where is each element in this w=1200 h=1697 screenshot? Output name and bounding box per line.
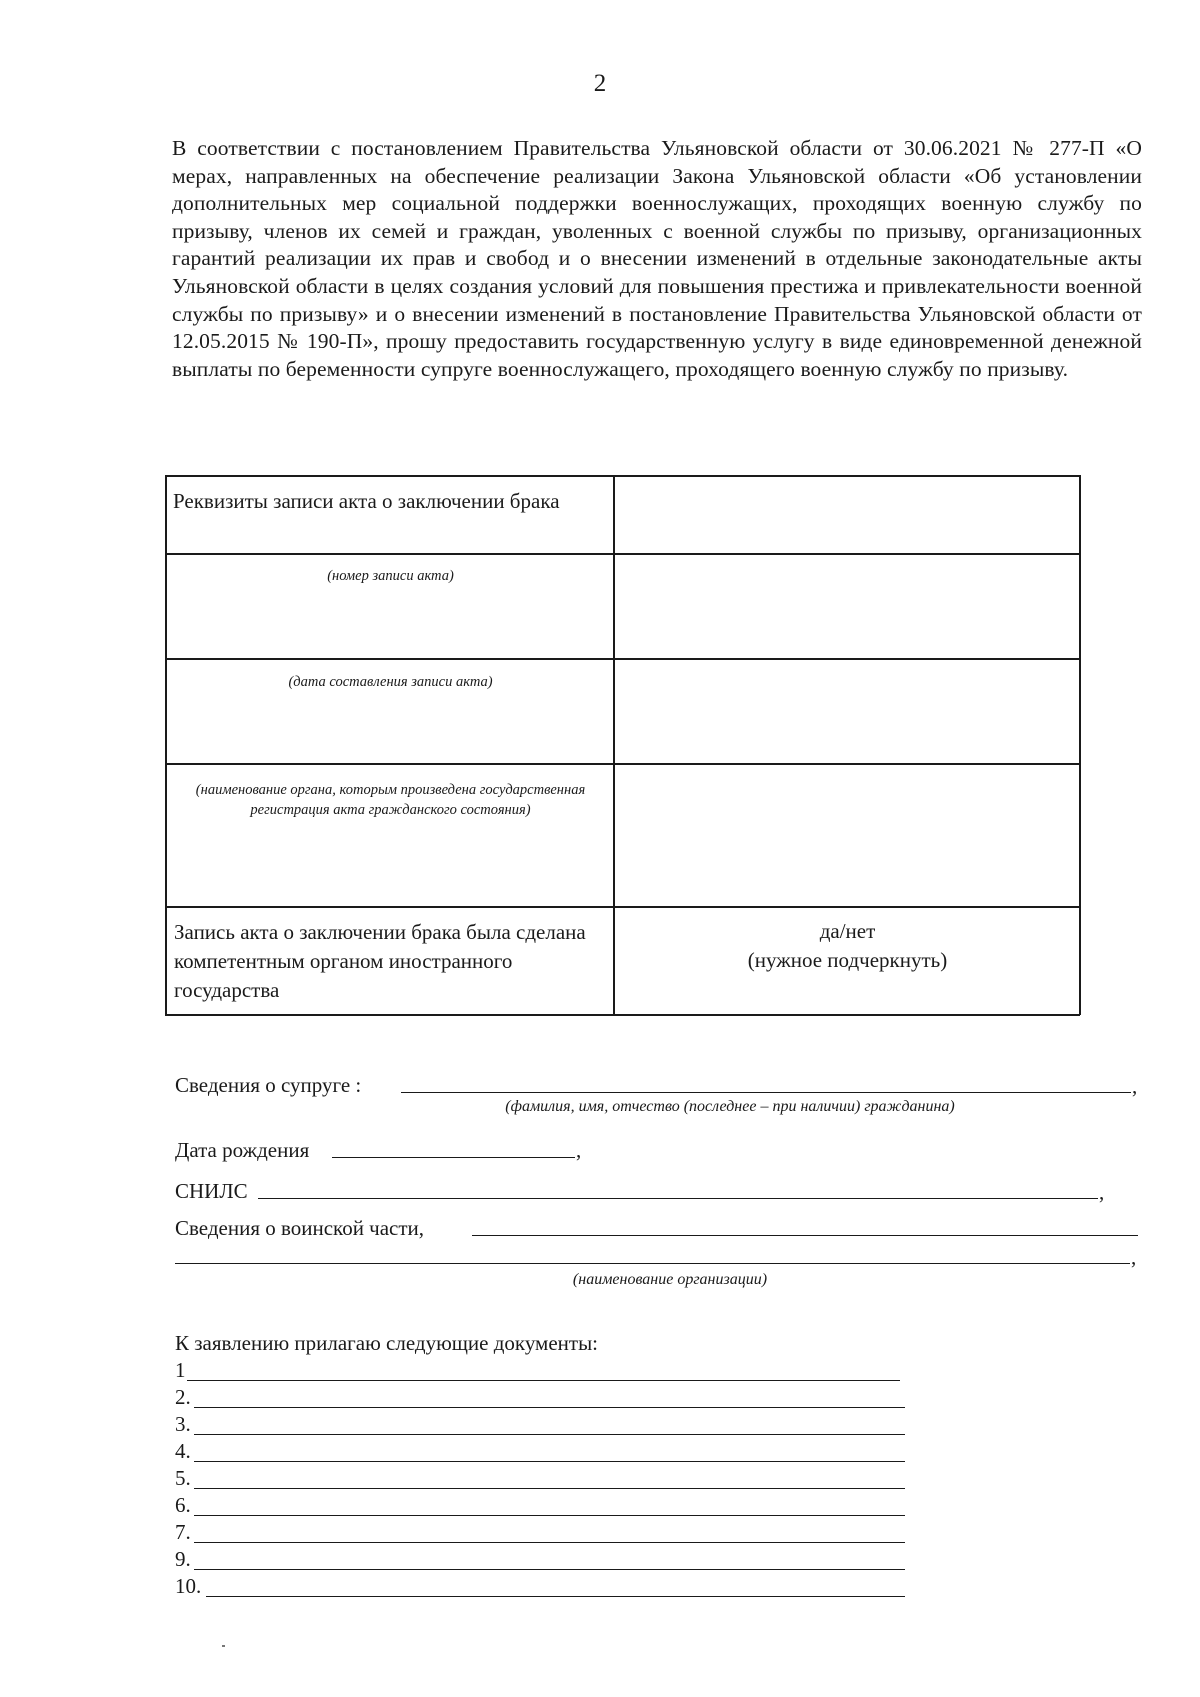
act-date-hint: (дата составления записи акта) bbox=[288, 674, 493, 690]
attachment-field-10[interactable] bbox=[206, 1596, 905, 1597]
attachment-number: 1 bbox=[175, 1358, 186, 1382]
table-right-border bbox=[1079, 475, 1081, 1015]
table-top-border bbox=[165, 475, 1080, 477]
attachment-number: 6. bbox=[175, 1493, 191, 1517]
act-number-hint: (номер записи акта) bbox=[327, 568, 454, 584]
table-row-divider bbox=[165, 906, 1080, 908]
military-unit-field[interactable] bbox=[472, 1235, 1138, 1236]
birth-date-label: Дата рождения bbox=[175, 1138, 310, 1162]
registration-authority-hint: (наименование органа, которым произведена государственная регистрация акта гражданского состояния) bbox=[195, 782, 586, 818]
military-unit-label: Сведения о воинской части, bbox=[175, 1216, 425, 1240]
table-row-divider bbox=[165, 658, 1080, 660]
military-unit-hint: (наименование организации) bbox=[572, 1271, 768, 1288]
table-row-divider bbox=[165, 553, 1080, 555]
attachment-number: 10. bbox=[175, 1574, 202, 1598]
table-row-divider bbox=[165, 763, 1080, 765]
birth-date-field[interactable] bbox=[332, 1157, 575, 1158]
attachment-number: 2. bbox=[175, 1385, 191, 1409]
table-column-divider bbox=[613, 475, 615, 1015]
snils-field[interactable] bbox=[258, 1198, 1098, 1199]
birth-date-comma: , bbox=[576, 1138, 582, 1162]
attachment-field-7[interactable] bbox=[194, 1542, 905, 1543]
attachment-number: 9. bbox=[175, 1547, 191, 1571]
scan-speck bbox=[222, 1645, 225, 1647]
attachment-field-4[interactable] bbox=[194, 1461, 905, 1462]
attachment-field-2[interactable] bbox=[194, 1407, 905, 1408]
attachment-number: 5. bbox=[175, 1466, 191, 1490]
attachment-number: 7. bbox=[175, 1520, 191, 1544]
spouse-name-hint: (фамилия, имя, отчество (последнее – при наличии) гражданина) bbox=[505, 1098, 955, 1115]
attachment-field-3[interactable] bbox=[194, 1434, 905, 1435]
table-bottom-border bbox=[165, 1014, 1080, 1016]
snils-comma: , bbox=[1099, 1180, 1105, 1204]
foreign-registration-question: Запись акта о заключении брака была сделана компетентным органом иностранного государства bbox=[174, 920, 586, 1002]
yes-no-answer-hint: (нужное подчеркнуть) bbox=[747, 948, 948, 972]
spouse-comma: , bbox=[1132, 1074, 1138, 1098]
attachment-number: 4. bbox=[175, 1439, 191, 1463]
attachment-number: 3. bbox=[175, 1412, 191, 1436]
yes-no-answer[interactable]: да/нет bbox=[819, 919, 876, 943]
spouse-name-field[interactable] bbox=[401, 1092, 1131, 1093]
military-unit-field-continued[interactable] bbox=[175, 1263, 1130, 1264]
attachment-field-5[interactable] bbox=[194, 1488, 905, 1489]
intro-paragraph: В соответствии с постановлением Правительства Ульяновской области от 30.06.2021 № 277-П «О мерах, направленных на обеспечение реализации Закона Ульяновской области «Об установлении дополнительных мер социальной поддержки военнослужащих, проходящих военную службу по призыву, членов их семей и граждан, уволенных с военной службы по призыву, организационных гарантий реализации их прав и свобод и о внесении изменений в отдельные законодательные акты Ульяновской области в целях создания условий для повышения престижа и привлекательности военной службы по призыву» и о внесении изменений в постановление Правительства Ульяновской области от 12.05.2015 № 190-П», прошу предоставить государственную услугу в виде единовременной денежной выплаты по беременности супруге военнослужащего, проходящего военную службу по призыву. bbox=[172, 136, 1142, 381]
marriage-act-details-label: Реквизиты записи акта о заключении брака bbox=[173, 489, 560, 513]
page-number: 2 bbox=[593, 70, 607, 97]
table-left-border bbox=[165, 475, 167, 1015]
military-unit-comma: , bbox=[1131, 1245, 1137, 1269]
snils-label: СНИЛС bbox=[175, 1179, 248, 1203]
attachment-field-9[interactable] bbox=[194, 1569, 905, 1570]
attachment-field-6[interactable] bbox=[194, 1515, 905, 1516]
attachment-field-1[interactable] bbox=[187, 1380, 900, 1381]
spouse-info-label: Сведения о супруге : bbox=[175, 1073, 362, 1097]
attachments-heading: К заявлению прилагаю следующие документы: bbox=[175, 1331, 599, 1355]
